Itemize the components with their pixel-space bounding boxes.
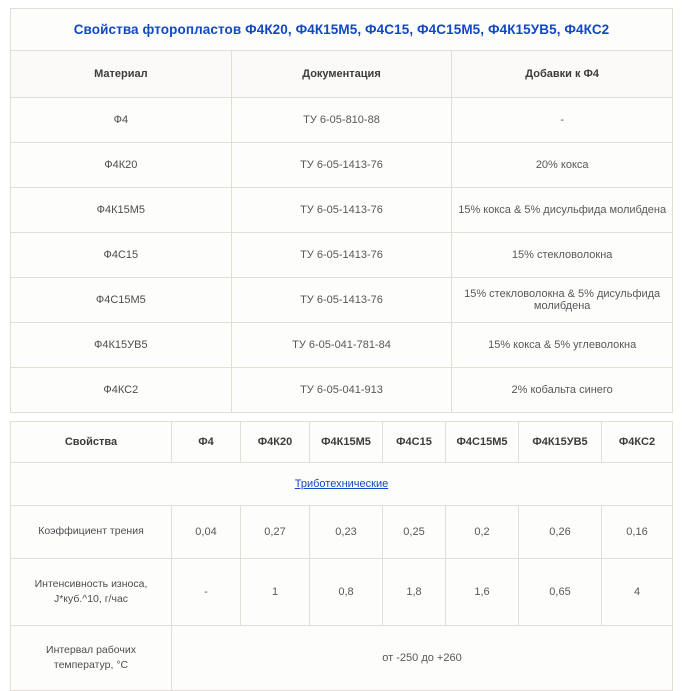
cell-material: Ф4К20 xyxy=(11,143,232,188)
table-header-row xyxy=(11,51,673,98)
column-header-f4k20: Ф4К20 xyxy=(241,422,310,463)
property-value: 0,8 xyxy=(310,559,383,626)
property-value: - xyxy=(172,559,241,626)
property-value: 0,2 xyxy=(446,506,519,559)
cell-additives: 20% кокса xyxy=(452,143,673,188)
property-value: 1,6 xyxy=(446,559,519,626)
table-row xyxy=(11,188,673,233)
cell-material: Ф4 xyxy=(11,98,232,143)
cell-additives: 15% кокса & 5% углеволокна xyxy=(452,323,673,368)
cell-documentation: ТУ 6-05-1413-76 xyxy=(231,233,452,278)
table-row xyxy=(11,368,673,413)
column-header-additives: Добавки к Ф4 xyxy=(452,51,673,98)
column-header-f4s15m5: Ф4С15М5 xyxy=(446,422,519,463)
cell-material: Ф4К15М5 xyxy=(11,188,232,233)
materials-table xyxy=(10,8,673,413)
column-header-f4ks2: Ф4КС2 xyxy=(602,422,673,463)
property-name: Коэффициент трения xyxy=(11,506,172,559)
column-header-material: Материал xyxy=(11,51,232,98)
property-value: 1 xyxy=(241,559,310,626)
title-row xyxy=(11,9,673,51)
cell-additives: 2% кобальта синего xyxy=(452,368,673,413)
section-row xyxy=(11,463,673,506)
section-header xyxy=(11,463,673,506)
cell-documentation: ТУ 6-05-1413-76 xyxy=(231,188,452,233)
table-row xyxy=(11,506,673,559)
cell-documentation: ТУ 6-05-810-88 xyxy=(231,98,452,143)
cell-material: Ф4С15М5 xyxy=(11,278,232,323)
property-value: 0,65 xyxy=(519,559,602,626)
page-title: Свойства фторопластов Ф4К20, Ф4К15М5, Ф4С15, Ф4С15М5, Ф4К15УВ5, Ф4КС2 xyxy=(11,9,673,51)
property-value: 4 xyxy=(602,559,673,626)
column-header-f4k15m5: Ф4К15М5 xyxy=(310,422,383,463)
property-name: Интенсивность износа, J*куб.^10, г/час xyxy=(11,559,172,626)
column-header-f4s15: Ф4С15 xyxy=(383,422,446,463)
table-row xyxy=(11,143,673,188)
table-row xyxy=(11,233,673,278)
property-value-merged: от -250 до +260 xyxy=(172,626,673,691)
property-name: Интервал рабочих температур, °С xyxy=(11,626,172,691)
table-row xyxy=(11,278,673,323)
property-value: 0,04 xyxy=(172,506,241,559)
cell-material: Ф4КС2 xyxy=(11,368,232,413)
cell-documentation: ТУ 6-05-1413-76 xyxy=(231,278,452,323)
table-row xyxy=(11,626,673,691)
table-row xyxy=(11,98,673,143)
cell-additives: 15% стекловолокна & 5% дисульфида молибдена xyxy=(452,278,673,323)
cell-material: Ф4К15УВ5 xyxy=(11,323,232,368)
cell-documentation: ТУ 6-05-041-913 xyxy=(231,368,452,413)
table-row xyxy=(11,559,673,626)
column-header-properties: Свойства xyxy=(11,422,172,463)
column-header-f4k15uv5: Ф4К15УВ5 xyxy=(519,422,602,463)
section-label: Триботехнические xyxy=(294,478,389,490)
property-value: 0,16 xyxy=(602,506,673,559)
cell-additives: 15% кокса & 5% дисульфида молибдена xyxy=(452,188,673,233)
property-value: 0,26 xyxy=(519,506,602,559)
column-header-documentation: Документация xyxy=(231,51,452,98)
properties-table xyxy=(10,421,673,691)
property-value: 0,25 xyxy=(383,506,446,559)
property-value: 0,27 xyxy=(241,506,310,559)
column-header-f4: Ф4 xyxy=(172,422,241,463)
cell-additives: - xyxy=(452,98,673,143)
table-gap xyxy=(10,413,673,421)
table-row xyxy=(11,323,673,368)
cell-additives: 15% стекловолокна xyxy=(452,233,673,278)
cell-material: Ф4С15 xyxy=(11,233,232,278)
cell-documentation: ТУ 6-05-1413-76 xyxy=(231,143,452,188)
properties-header-row xyxy=(11,422,673,463)
cell-documentation: ТУ 6-05-041-781-84 xyxy=(231,323,452,368)
property-value: 0,23 xyxy=(310,506,383,559)
property-value: 1,8 xyxy=(383,559,446,626)
